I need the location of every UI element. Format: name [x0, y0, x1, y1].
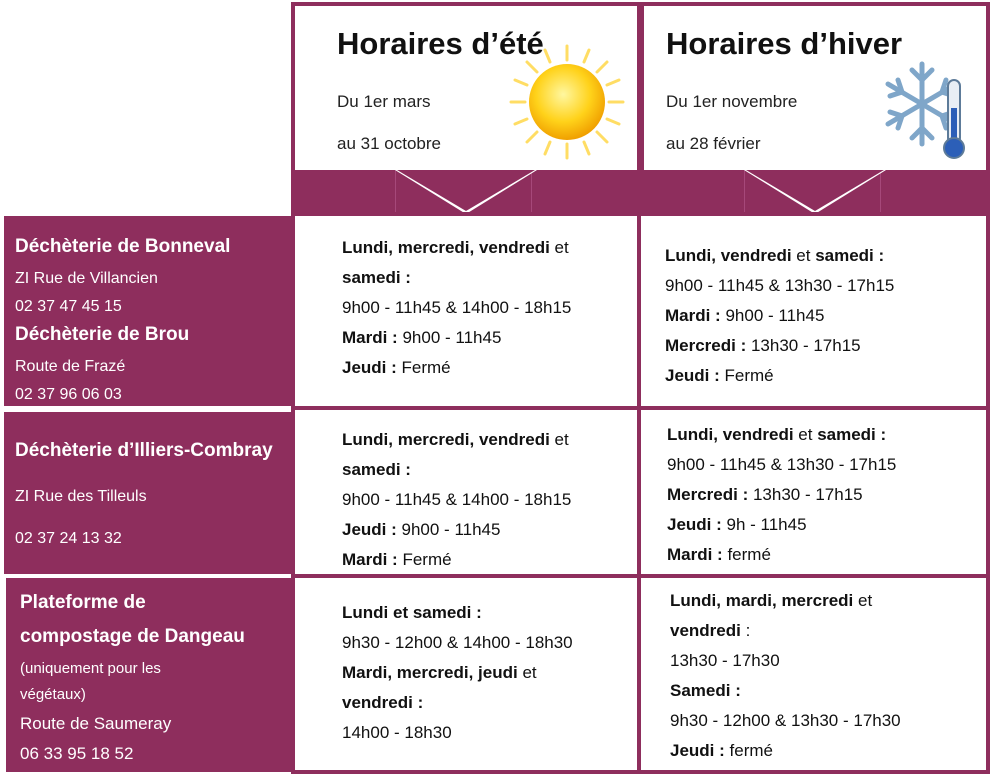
- days-label: Mardi :: [342, 328, 398, 347]
- winter-header: [640, 2, 990, 214]
- days-label: Mercredi :: [667, 485, 749, 504]
- site-address: Route de Frazé: [15, 358, 126, 375]
- winter-notch: [640, 170, 990, 214]
- site-name: Déchèterie de Brou: [15, 324, 190, 345]
- schedule-cell-illiers-summer: [291, 406, 641, 578]
- schedule-cell-bonneval-summer: [291, 212, 641, 410]
- hours-text: 9h00 - 11h45 & 13h30 - 17h15: [665, 276, 895, 295]
- schedule-cell-dangeau-summer: [291, 574, 641, 774]
- hours-text: 9h30 - 12h00 & 14h00 - 18h30: [342, 633, 573, 652]
- days-label: Lundi, vendredi: [665, 246, 792, 265]
- site-phone: 02 37 47 45 15: [15, 298, 122, 315]
- days-text: :: [740, 621, 751, 640]
- site-box-illiers-combray: [4, 412, 292, 574]
- winter-title: Horaires d’hiver: [666, 26, 903, 61]
- site-address: ZI Rue des Tilleuls: [15, 488, 147, 505]
- days-label: samedi :: [817, 425, 887, 444]
- summer-header-panel: [295, 6, 637, 170]
- hours-text: fermé: [722, 545, 771, 564]
- hours-text: 14h00 - 18h30: [342, 723, 452, 742]
- days-label: Jeudi :: [665, 366, 720, 385]
- hours-text: 9h30 - 12h00 & 13h30 - 17h30: [670, 711, 901, 730]
- summer-header: [291, 2, 641, 214]
- days-label: Mardi :: [665, 306, 721, 325]
- days-label: samedi :: [342, 268, 411, 287]
- days-label: Mercredi :: [665, 336, 747, 355]
- snowflake-thermometer-icon: [880, 58, 970, 162]
- winter-start: Du 1er novembre: [666, 92, 798, 111]
- site-name: Plateforme de: [20, 592, 146, 613]
- hours-text: 9h - 11h45: [721, 515, 807, 534]
- days-text: et: [853, 591, 873, 610]
- days-label: Lundi, mardi, mercredi: [670, 591, 854, 610]
- hours-text: 9h00 - 11h45 & 13h30 - 17h15: [667, 455, 897, 474]
- winter-header-panel: [644, 6, 986, 170]
- hours-text: Fermé: [397, 550, 452, 569]
- days-label: Mardi :: [342, 550, 398, 569]
- schedule-cell-illiers-winter: [637, 406, 990, 578]
- days-label: samedi :: [815, 246, 885, 265]
- schedule-cell-bonneval-winter: [637, 212, 990, 410]
- days-label: Jeudi :: [667, 515, 722, 534]
- hours-text: fermé: [724, 741, 773, 760]
- days-label: Mardi :: [667, 545, 723, 564]
- days-label: Lundi, vendredi: [667, 425, 794, 444]
- days-text: et: [549, 430, 569, 449]
- site-name: compostage de Dangeau: [20, 626, 245, 647]
- site-phone: 02 37 96 06 03: [15, 386, 122, 403]
- days-text: et: [517, 663, 537, 682]
- site-phone: 02 37 24 13 32: [15, 530, 122, 547]
- summer-title: Horaires d’été: [337, 26, 544, 61]
- days-label: Samedi :: [670, 681, 741, 700]
- days-label: Lundi et samedi :: [342, 603, 482, 622]
- days-label: Lundi, mercredi, vendredi: [342, 430, 550, 449]
- summer-start: Du 1er mars: [337, 92, 431, 111]
- schedule-cell-dangeau-winter: [637, 574, 990, 774]
- site-box-bonneval-brou: [4, 216, 292, 406]
- days-text: et: [791, 246, 816, 265]
- days-label: vendredi :: [342, 693, 424, 712]
- site-address: Route de Saumeray: [20, 714, 172, 733]
- hours-text: 9h00 - 11h45 & 14h00 - 18h15: [342, 490, 572, 509]
- hours-text: 9h00 - 11h45: [397, 328, 502, 347]
- days-text: et: [549, 238, 569, 257]
- site-note: (uniquement pour les: [20, 660, 161, 677]
- summer-notch: [291, 170, 641, 214]
- site-name: Déchèterie de Bonneval: [15, 236, 231, 257]
- site-phone: 06 33 95 18 52: [20, 744, 134, 763]
- hours-text: 9h00 - 11h45: [720, 306, 825, 325]
- hours-text: 13h30 - 17h15: [748, 485, 863, 504]
- days-label: Jeudi :: [342, 358, 397, 377]
- days-label: Lundi, mercredi, vendredi: [342, 238, 550, 257]
- days-label: Jeudi :: [670, 741, 725, 760]
- hours-text: 13h30 - 17h15: [746, 336, 861, 355]
- hours-text: 9h00 - 11h45 & 14h00 - 18h15: [342, 298, 572, 317]
- days-text: et: [793, 425, 818, 444]
- hours-text: 9h00 - 11h45: [396, 520, 501, 539]
- days-label: Mardi, mercredi, jeudi: [342, 663, 518, 682]
- hours-text: Fermé: [396, 358, 451, 377]
- sun-icon: [507, 42, 627, 162]
- site-box-dangeau: [6, 578, 292, 772]
- site-address: ZI Rue de Villancien: [15, 270, 158, 287]
- days-label: Jeudi :: [342, 520, 397, 539]
- days-label: vendredi: [670, 621, 741, 640]
- hours-text: Fermé: [719, 366, 774, 385]
- summer-end: au 31 octobre: [337, 134, 441, 153]
- hours-text: 13h30 - 17h30: [670, 651, 780, 670]
- winter-end: au 28 février: [666, 134, 761, 153]
- site-note: végétaux): [20, 686, 86, 703]
- days-label: samedi :: [342, 460, 411, 479]
- site-name: Déchèterie d’Illiers-Combray: [15, 440, 273, 461]
